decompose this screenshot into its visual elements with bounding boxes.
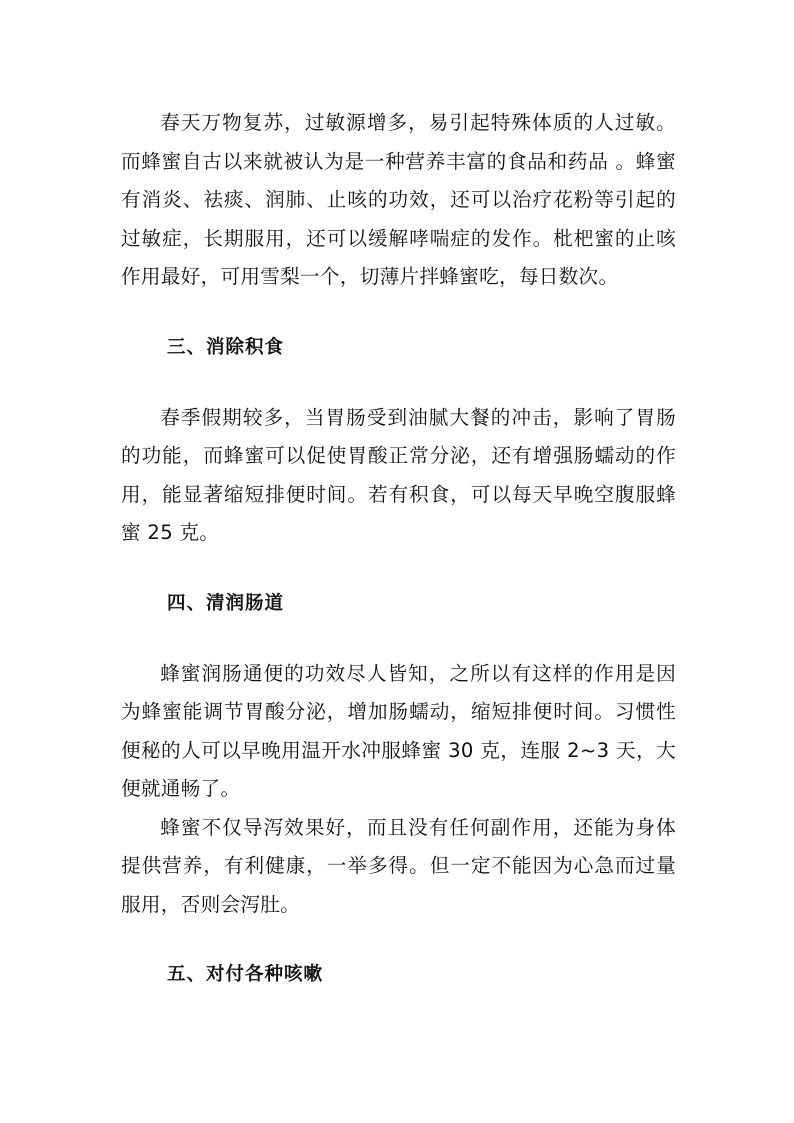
paragraph-digestion: 春季假期较多，当胃肠受到油腻大餐的冲击，影响了胃肠的功能，而蜂蜜可以促使胃酸正常分泌，还有增强肠蠕动的作用，能显著缩短排便时间。若有积食，可以每天早晚空腹服蜂蜜 25 克。 [121,405,676,544]
paragraph-laxative: 蜂蜜不仅导泻效果好，而且没有任何副作用，还能为身体提供营养，有利健康，一举多得。但一定不能因为心急而过量服用，否则会泻肚。 [121,815,676,916]
paragraph-intestine: 蜂蜜润肠通便的功效尽人皆知，之所以有这样的作用是因为蜂蜜能调节胃酸分泌，增加肠蠕动，缩短排便时间。习惯性便秘的人可以早晚用温开水冲服蜂蜜 30 克，连服 2~3 天，大便就通畅了。 [121,661,676,800]
document-body [121,104,676,994]
section-heading-5: 五、对付各种咳嗽 [167,964,324,985]
section-heading-3: 三、消除积食 [167,336,285,358]
section-heading-4: 四、清润肠道 [167,592,285,614]
paragraph-allergy: 春天万物复苏，过敏源增多，易引起特殊体质的人过敏。而蜂蜜自古以来就被认为是一种营养丰富的食品和药品 。蜂蜜有消炎、祛痰、润肺、止咳的功效，还可以治疗花粉等引起的过敏症，长期服用，还可以缓解哮喘症的发作。枇杷蜜的止咳作用最好，可用雪梨一个，切薄片拌蜂蜜吃，每日数次。 [121,111,676,288]
